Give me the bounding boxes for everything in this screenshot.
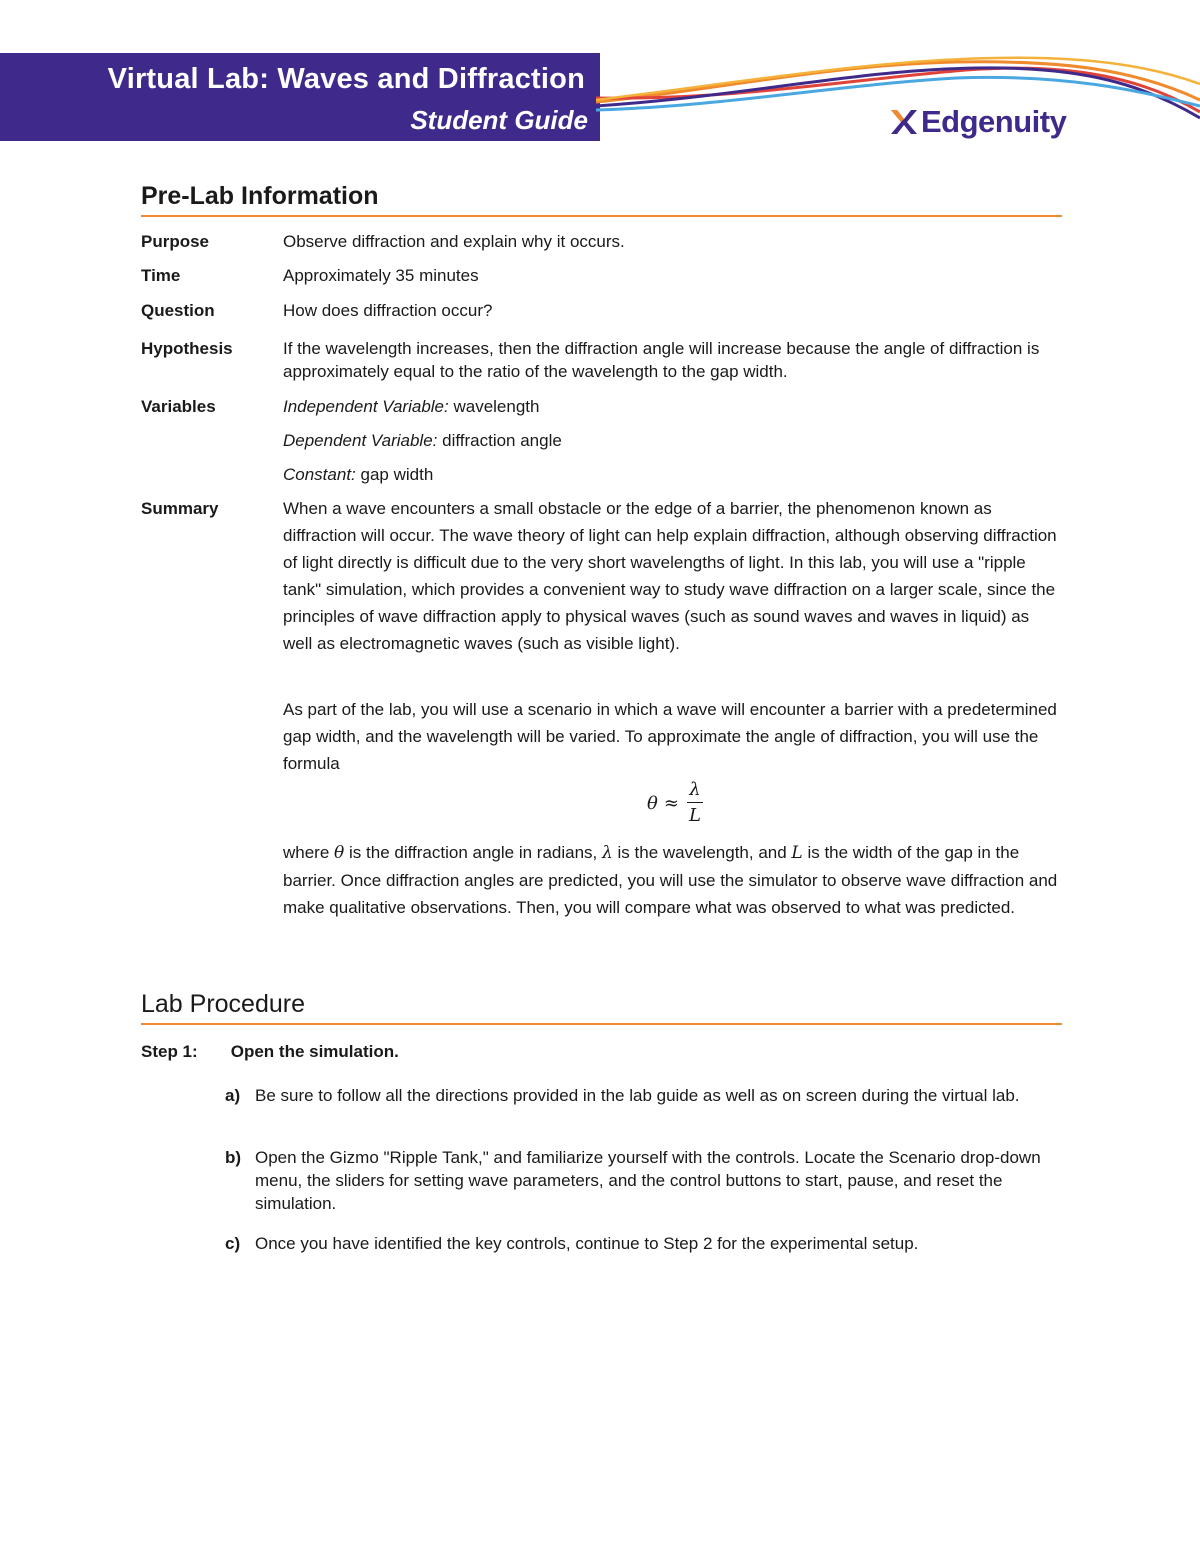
dependent-variable [283, 429, 1062, 463]
item-letter: c) [225, 1234, 241, 1253]
p3-L: L [791, 843, 803, 863]
procedure-heading: Lab Procedure [141, 990, 1062, 1025]
item-text: Open the Gizmo "Ripple Tank," and familiarize yourself with the controls. Locate the Scenario drop-down menu, the sliders for setting wave parameters, and the control buttons to start, pause, and reset the simulation. [255, 1148, 1041, 1213]
edgenuity-logo [888, 104, 1066, 140]
step-1-title: Open the simulation. [230, 1042, 399, 1061]
p3-text-b: is the diffraction angle in radians, [349, 843, 598, 862]
header-banner [0, 53, 600, 141]
item-text: Be sure to follow all the directions provided in the lab guide as well as on screen during the virtual lab. [255, 1086, 1020, 1105]
hypothesis-label: Hypothesis [141, 339, 233, 358]
formula-approx: ≈ [663, 792, 679, 814]
question-value: How does diffraction occur? [283, 301, 493, 320]
purpose-label: Purpose [141, 232, 210, 251]
independent-value: wavelength [453, 397, 540, 416]
step-1-item-b [225, 1146, 1055, 1215]
formula-theta: θ [647, 792, 658, 814]
p3-text-d: is the width of the gap in the barrier. Once diffraction angles are predicted, you will use the simulator to observe wave diffraction and make qualitative observations. Then, you will compare what was observed to what was predicted. [283, 843, 1058, 917]
summary-paragraph-3 [283, 839, 1062, 921]
dependent-label: Dependent Variable: [283, 431, 438, 450]
variables-row [141, 395, 1062, 495]
fraction-bar [687, 802, 703, 804]
summary-paragraph-2: As part of the lab, you will use a scenario in which a wave will encounter a barrier with a predetermined gap width, and the wavelength will be varied. To approximate the angle of diffraction, you will use the formula [283, 700, 1057, 773]
summary-row-2 [141, 696, 1062, 778]
p3-lambda: λ [602, 843, 613, 863]
time-value: Approximately 35 minutes [283, 266, 479, 285]
p3-text-a: where [283, 843, 330, 862]
question-row [141, 299, 1062, 323]
summary-label: Summary [141, 499, 219, 518]
formula-numerator: λ [689, 779, 701, 800]
step-1 [141, 1042, 399, 1062]
item-letter: b) [225, 1148, 242, 1167]
diffraction-formula [647, 778, 703, 828]
formula-fraction [687, 780, 703, 826]
independent-variable [283, 395, 1062, 429]
step-1-label: Step 1: [141, 1042, 198, 1061]
constant-label: Constant: [283, 465, 356, 484]
hypothesis-row [141, 337, 1062, 385]
step-1-item-a [225, 1084, 1055, 1107]
formula-denominator: L [688, 805, 701, 826]
summary-row [141, 495, 1062, 685]
summary-row-3 [141, 839, 1062, 949]
p3-text-c: is the wavelength, and [617, 843, 787, 862]
variables-list [283, 395, 1062, 486]
dependent-value: diffraction angle [442, 431, 562, 450]
prelab-heading: Pre-Lab Information [141, 182, 1062, 217]
hypothesis-value: If the wavelength increases, then the diffraction angle will increase because the angle of diffraction is approximately equal to the ratio of the wavelength to the gap width. [283, 339, 1040, 381]
purpose-row [141, 230, 1062, 254]
question-label: Question [141, 301, 215, 320]
purpose-value: Observe diffraction and explain why it occurs. [283, 232, 625, 251]
document-title: Virtual Lab: Waves and Diffraction [107, 63, 585, 95]
logo-text: Edgenuity [921, 104, 1067, 139]
p3-theta: θ [334, 843, 345, 863]
document-subtitle: Student Guide [410, 105, 588, 135]
time-label: Time [141, 266, 181, 285]
variables-label: Variables [141, 397, 216, 416]
item-text: Once you have identified the key controls, continue to Step 2 for the experimental setup. [255, 1234, 919, 1253]
item-letter: a) [225, 1086, 241, 1105]
independent-label: Independent Variable: [283, 397, 449, 416]
summary-paragraph-1: When a wave encounters a small obstacle or the edge of a barrier, the phenomenon known as diffraction will occur. The wave theory of light can help explain diffraction, although observing diffraction of light directly is difficult due to the very short wavelengths of light. In this lab, you will use a "ripple tank" simulation, which provides a convenient way to study wave diffraction on a larger scale, since the principles of wave diffraction apply to physical waves (such as sound waves and waves in liquid) as well as electromagnetic waves (such as visible light). [283, 499, 1057, 653]
constant-variable [283, 463, 1062, 486]
constant-value: gap width [360, 465, 434, 484]
edgenuity-x-icon [888, 107, 918, 137]
step-1-item-c [225, 1232, 1055, 1255]
time-row [141, 264, 1062, 288]
